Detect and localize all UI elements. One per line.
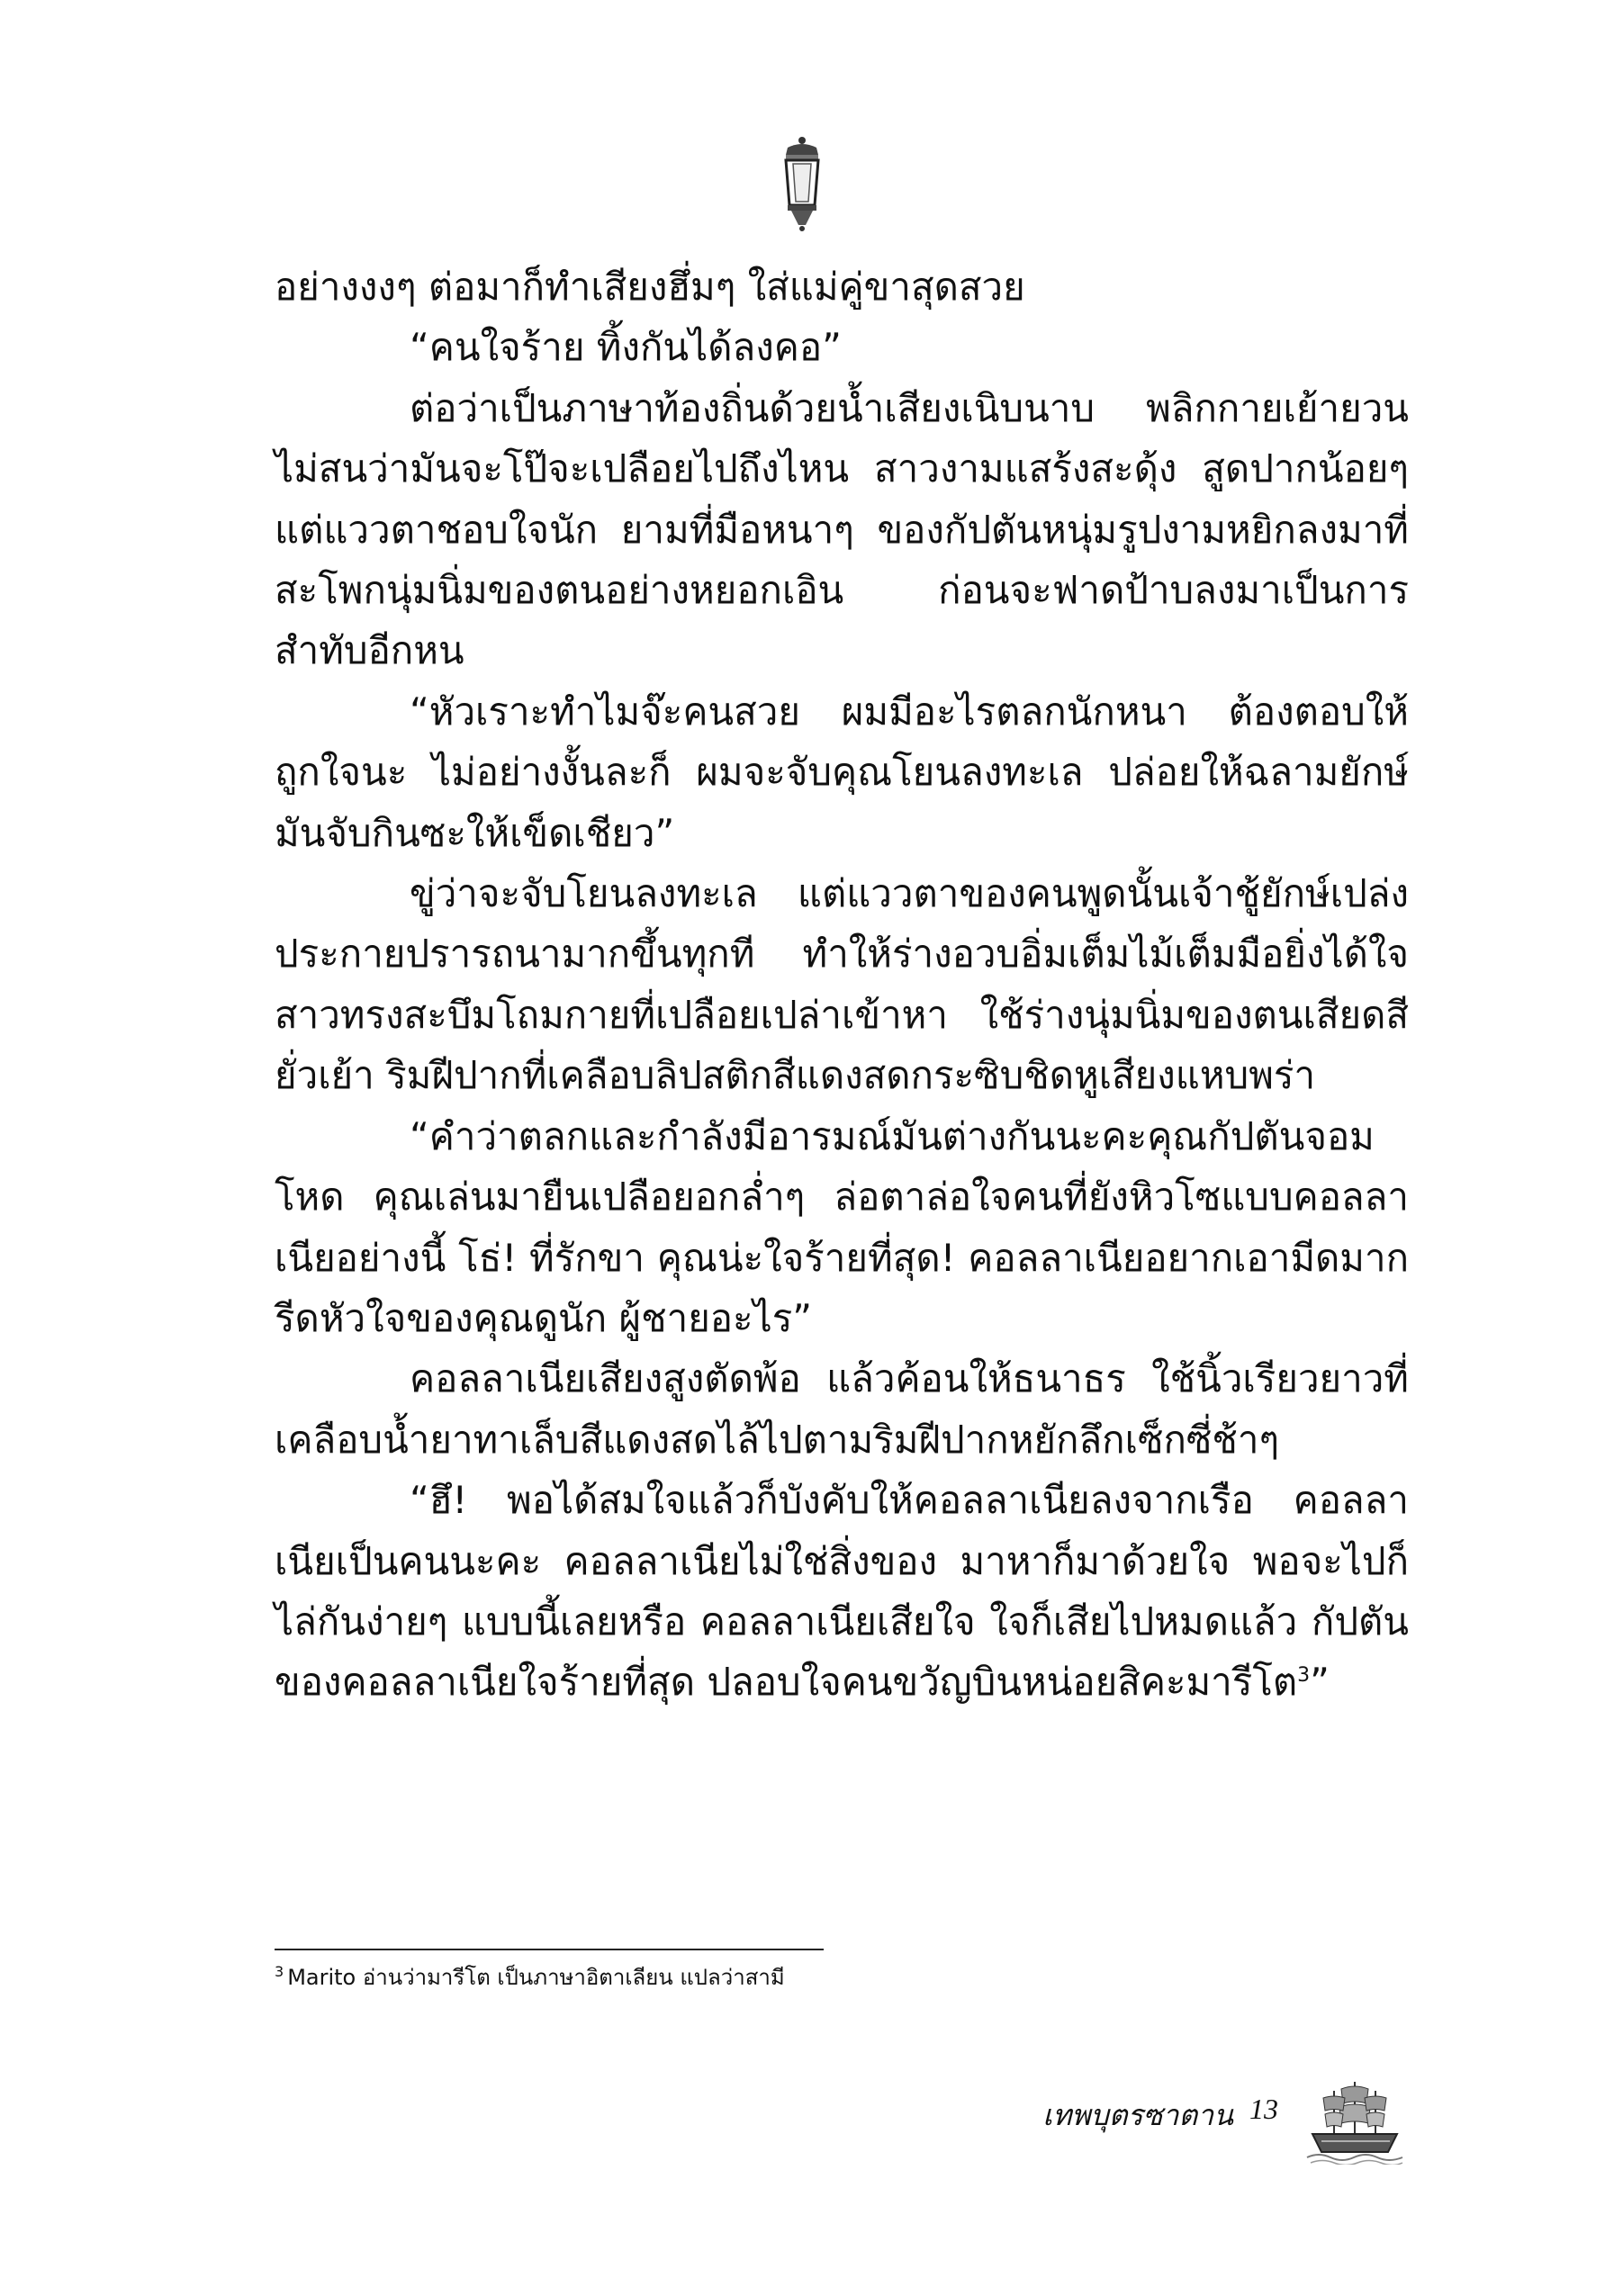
paragraph <box>275 681 1409 863</box>
paragraph <box>275 863 1409 1106</box>
footnote <box>275 1962 1175 1993</box>
page-number: 13 <box>1249 2093 1278 2125</box>
lantern-ornament-icon <box>775 135 829 234</box>
paragraph <box>275 257 1409 317</box>
paragraph <box>275 1348 1409 1470</box>
galleon-ship-icon <box>1305 2075 1404 2165</box>
paragraph <box>275 317 1409 377</box>
closing-quote: ” <box>1310 1660 1330 1705</box>
paragraph-text: “หัวเราะทำไมจ๊ะคนสวย ผมมีอะไรตลกนักหนา ต้องตอบให้ถูกใจนะ ไม่อย่างงั้นละก็ ผมจะจับคุณโยนลงทะเล ปล่อยให้ฉลามยักษ์มันจับกินซะให้เข็ดเชียว” <box>275 689 1409 855</box>
paragraph-text: อย่างงงๆ ต่อมาก็ทำเสียงฮึ่มๆ ใส่แม่คู่ขาสุดสวย <box>275 265 1025 309</box>
book-title: เทพบุตรซาตาน <box>1042 2098 1233 2132</box>
page-footer <box>1042 2075 1404 2165</box>
paragraph-text: ขู่ว่าจะจับโยนลงทะเล แต่แววตาของคนพูดนั้นเจ้าชู้ยักษ์เปล่งประกายปรารถนามากขึ้นทุกที ทำให้ร่างอวบอิ่มเต็มไม้เต็มมือยิ่งได้ใจ สาวทรงสะบึมโถมกายที่เปลือยเปล่าเข้าหา ใช้ร่างนุ่มนิ่มของตนเสียดสียั่วเย้า ริมฝีปากที่เคลือบลิปสติกสีแดงสดกระซิบชิดหูเสียงแหบพร่า <box>275 871 1409 1098</box>
body-text <box>275 257 1409 1713</box>
paragraph-text: “คำว่าตลกและกำลังมีอารมณ์มันต่างกันนะคะคุณกัปตันจอมโหด คุณเล่นมายืนเปลือยอกล่ำๆ ล่อตาล่อใจคนที่ยังหิวโซแบบคอลลาเนียอย่างนี้ โธ่! ที่รักขา คุณน่ะใจร้ายที่สุด! คอลลาเนียอยากเอามีดมากรีดหัวใจของคุณดูนัก ผู้ชายอะไร” <box>275 1113 1409 1340</box>
footnote-reference: 3 <box>1297 1664 1311 1688</box>
paragraph <box>275 1106 1409 1349</box>
paragraph-text: ต่อว่าเป็นภาษาท้องถิ่นด้วยน้ำเสียงเนิบนาบ พลิกกายเย้ายวนไม่สนว่ามันจะโป๊จะเปลือยไปถึงไหน สาวงามแสร้งสะดุ้ง สูดปากน้อยๆ แต่แววตาชอบใจนัก ยามที่มือหนาๆ ของกัปตันหนุ่มรูปงามหยิกลงมาที่สะโพกนุ่มนิ่มของตนอย่างหยอกเอิน ก่อนจะฟาดป้าบลงมาเป็นการสำทับอีกหน <box>275 385 1409 673</box>
footnote-number: 3 <box>275 1963 284 1980</box>
paragraph-text: คอลลาเนียเสียงสูงตัดพ้อ แล้วค้อนให้ธนาธร ใช้นิ้วเรียวยาวที่เคลือบน้ำยาทาเล็บสีแดงสดไล้ไปตามริมฝีปากหยักลึกเซ็กซี่ช้าๆ <box>275 1356 1409 1462</box>
paragraph <box>275 1470 1409 1713</box>
footnote-divider <box>275 1949 824 1950</box>
paragraph-text: “คนใจร้าย ทิ้งกันได้ลงคอ” <box>410 325 842 370</box>
footnote-text: Marito อ่านว่ามารีโต เป็นภาษาอิตาเลียน แปลว่าสามี <box>287 1965 785 1990</box>
paragraph <box>275 378 1409 681</box>
paragraph-text: “ฮึ! พอได้สมใจแล้วก็บังคับให้คอลลาเนียลงจากเรือ คอลลาเนียเป็นคนนะคะ คอลลาเนียไม่ใช่สิ่งของ มาหาก็มาด้วยใจ พอจะไปก็ไล่กันง่ายๆ แบบนี้เลยหรือ คอลลาเนียเสียใจ ใจก็เสียไปหมดแล้ว กัปตันของคอลลาเนียใจร้ายที่สุด ปลอบใจคนขวัญบินหน่อยสิคะมารีโต <box>275 1478 1409 1705</box>
